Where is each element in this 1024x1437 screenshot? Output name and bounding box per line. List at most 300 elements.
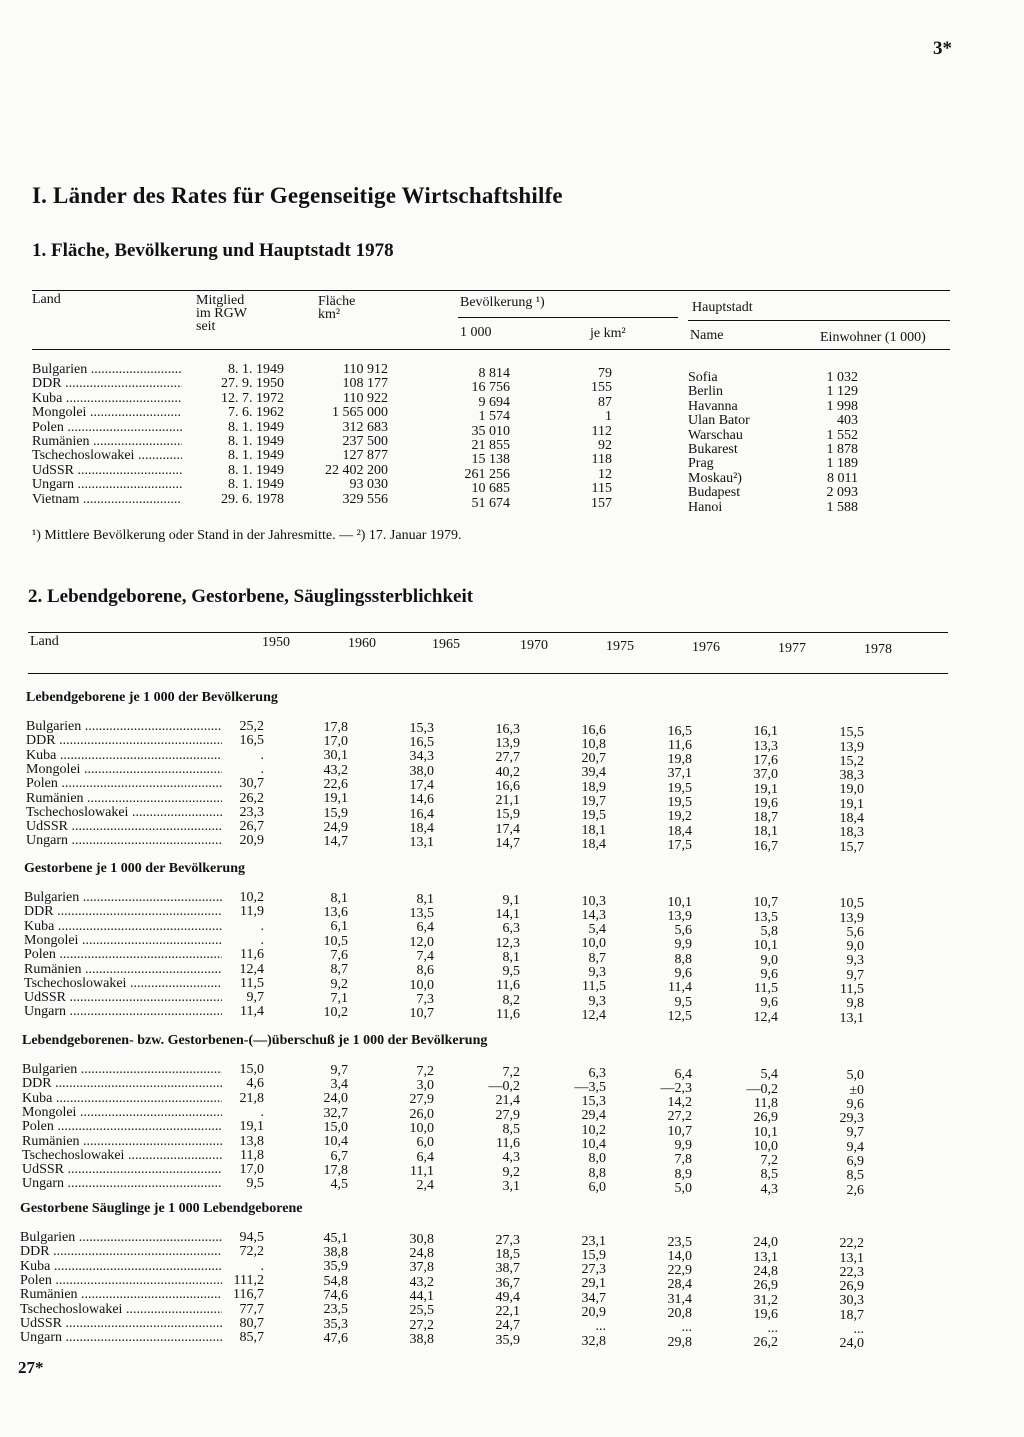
cell-land: DDR ..... bbox=[32, 377, 182, 391]
cell-value: 6,3 bbox=[502, 921, 520, 937]
cell-value: 22,1 bbox=[495, 1304, 520, 1320]
cell-einwohner: 2 093 bbox=[826, 485, 858, 501]
cell-land: UdSSR ..... bbox=[32, 464, 182, 478]
cell-value: 9,3 bbox=[846, 953, 864, 969]
cell-value: 13,3 bbox=[753, 738, 778, 754]
cell-value: 23,3 bbox=[239, 804, 264, 820]
cell-je-km2: 157 bbox=[591, 495, 612, 511]
cell-value: 10,8 bbox=[581, 736, 606, 752]
cell-einwohner: 1 552 bbox=[826, 427, 858, 443]
cell-value: 13,1 bbox=[409, 835, 434, 851]
cell-value: 16,7 bbox=[753, 838, 778, 854]
cell-value: 9,9 bbox=[674, 1138, 692, 1153]
cell-value: 11,8 bbox=[240, 1147, 264, 1163]
cell-value: 5,0 bbox=[674, 1180, 692, 1196]
cell-value: 6,0 bbox=[416, 1135, 434, 1151]
cell-land: Bulgarien ..... bbox=[20, 1231, 222, 1245]
cell-value: 23,5 bbox=[323, 1302, 348, 1318]
cell-je-km2: 79 bbox=[598, 366, 612, 381]
cell-einwohner: 1 032 bbox=[826, 370, 858, 385]
cell-value: 13,6 bbox=[323, 905, 348, 921]
cell-value: 20,7 bbox=[581, 751, 606, 767]
cell-value: 85,7 bbox=[239, 1330, 264, 1346]
cell-value: 5,8 bbox=[760, 923, 778, 939]
cell-value: 11,5 bbox=[840, 982, 864, 998]
cell-value: 49,4 bbox=[495, 1289, 520, 1305]
cell-value: 27,3 bbox=[581, 1262, 606, 1278]
cell-bevoelkerung: 15 138 bbox=[471, 452, 510, 468]
cell-je-km2: 1 bbox=[605, 409, 612, 425]
cell-value: 21,8 bbox=[239, 1090, 264, 1106]
cell-hauptstadt: Berlin bbox=[688, 384, 723, 400]
cell-value: 9,9 bbox=[674, 937, 692, 953]
cell-value: —0,2 bbox=[488, 1078, 520, 1094]
cell-value: 10,5 bbox=[323, 933, 348, 949]
cell-land: Tschechoslowakei ..... bbox=[32, 449, 182, 463]
cell-flaeche: 108 177 bbox=[342, 376, 388, 392]
cell-land: Mongolei ..... bbox=[24, 934, 222, 948]
cell-value: 13,5 bbox=[409, 906, 434, 922]
cell-value: 14,3 bbox=[581, 907, 606, 923]
cell-value: 16,6 bbox=[495, 778, 520, 794]
cell-value: 11,4 bbox=[240, 1004, 264, 1020]
cell-value: 38,8 bbox=[409, 1331, 434, 1347]
cell-value: 7,6 bbox=[330, 948, 348, 964]
cell-mitglied: 8. 1. 1949 bbox=[228, 434, 284, 449]
cell-value: 6,3 bbox=[588, 1065, 606, 1081]
cell-value: 4,6 bbox=[246, 1076, 264, 1092]
cell-value: 18,4 bbox=[409, 820, 434, 836]
cell-value: 6,4 bbox=[416, 920, 434, 936]
cell-value: 10,1 bbox=[753, 1124, 778, 1140]
cell-value: 5,6 bbox=[846, 924, 864, 940]
cell-land: Mongolei ..... bbox=[22, 1106, 222, 1120]
cell-value: 12,3 bbox=[495, 935, 520, 951]
year-header: 1965 bbox=[432, 637, 460, 652]
cell-land: Kuba ..... bbox=[24, 920, 222, 934]
cell-land: Ungarn ..... bbox=[22, 1177, 222, 1191]
cell-value: 7,2 bbox=[502, 1064, 520, 1080]
cell-mitglied: 12. 7. 1972 bbox=[221, 390, 284, 406]
cell-value: 19,5 bbox=[667, 795, 692, 810]
cell-value: 8,0 bbox=[588, 1151, 606, 1167]
cell-value: 116,7 bbox=[233, 1287, 264, 1303]
cell-value: 18,1 bbox=[753, 824, 778, 840]
table1-header-rule bbox=[32, 349, 950, 350]
cell-mitglied: 8. 1. 1949 bbox=[228, 419, 284, 435]
cell-value: 35,3 bbox=[323, 1316, 348, 1332]
cell-je-km2: 92 bbox=[598, 438, 612, 453]
cell-value: 15,9 bbox=[495, 807, 520, 823]
cell-value: 26,2 bbox=[239, 790, 264, 806]
cell-value: 4,3 bbox=[502, 1150, 520, 1166]
cell-value: 19,7 bbox=[581, 794, 606, 810]
cell-value: 19,1 bbox=[239, 1119, 264, 1135]
cell-value: 13,9 bbox=[839, 739, 864, 755]
cell-value: 10,7 bbox=[409, 1006, 434, 1022]
year-header: 1960 bbox=[348, 636, 376, 651]
cell-value: 26,9 bbox=[753, 1110, 778, 1126]
cell-value: 18,7 bbox=[753, 810, 778, 826]
cell-value: . bbox=[260, 918, 264, 934]
cell-value: 3,0 bbox=[416, 1078, 434, 1094]
cell-land: Bulgarien ..... bbox=[32, 363, 182, 377]
cell-value: 16,6 bbox=[581, 722, 606, 738]
cell-je-km2: 12 bbox=[598, 466, 612, 482]
cell-value: 8,9 bbox=[674, 1166, 692, 1182]
cell-value: 21,1 bbox=[495, 793, 520, 809]
cell-value: 9,2 bbox=[330, 976, 348, 992]
cell-mitglied: 27. 9. 1950 bbox=[221, 376, 284, 392]
cell-value: 17,8 bbox=[323, 1162, 348, 1178]
cell-value: 11,6 bbox=[496, 1007, 520, 1023]
cell-value: 10,7 bbox=[753, 895, 778, 911]
cell-land: Kuba ..... bbox=[26, 749, 222, 763]
cell-value: 11,5 bbox=[240, 975, 264, 991]
table2-section-title: Lebendgeborene je 1 000 der Bevölkerung bbox=[26, 690, 278, 705]
cell-value: 17,8 bbox=[323, 719, 348, 735]
cell-value: 7,1 bbox=[330, 990, 348, 1006]
page-mark: 3* bbox=[933, 38, 952, 59]
table1-header-einwohner: Einwohner (1 000) bbox=[820, 330, 926, 345]
cell-value: 40,2 bbox=[495, 764, 520, 780]
cell-value: 9,0 bbox=[760, 952, 778, 968]
cell-hauptstadt: Ulan Bator bbox=[688, 413, 750, 429]
cell-value: 8,7 bbox=[588, 950, 606, 966]
cell-value: 44,1 bbox=[409, 1288, 434, 1304]
cell-value: 5,6 bbox=[674, 923, 692, 939]
cell-value: 11,5 bbox=[582, 979, 606, 995]
cell-value: 18,4 bbox=[839, 811, 864, 827]
cell-value: 16,4 bbox=[409, 806, 434, 822]
cell-value: 13,9 bbox=[839, 910, 864, 926]
cell-value: 10,1 bbox=[667, 894, 692, 910]
cell-value: 4,3 bbox=[760, 1181, 778, 1197]
cell-value: 17,6 bbox=[753, 752, 778, 768]
cell-value: 9,5 bbox=[246, 1176, 264, 1192]
cell-value: 17,4 bbox=[409, 777, 434, 793]
cell-value: 16,1 bbox=[753, 724, 778, 740]
cell-value: 15,9 bbox=[323, 805, 348, 821]
cell-value: 14,0 bbox=[667, 1248, 692, 1264]
cell-value: 94,5 bbox=[239, 1230, 264, 1245]
cell-value: 8,1 bbox=[416, 891, 434, 907]
cell-value: 10,5 bbox=[839, 896, 864, 912]
table1-header-mitglied-2: im RGW bbox=[196, 306, 247, 321]
cell-value: 35,9 bbox=[323, 1259, 348, 1275]
cell-je-km2: 112 bbox=[591, 423, 612, 439]
cell-value: 19,6 bbox=[753, 795, 778, 811]
cell-value: 19,1 bbox=[323, 791, 348, 807]
cell-value: 19,5 bbox=[581, 808, 606, 824]
cell-einwohner: 1 878 bbox=[826, 442, 858, 457]
cell-value: 6,9 bbox=[846, 1154, 864, 1170]
cell-value: 18,5 bbox=[495, 1246, 520, 1262]
cell-land: Ungarn ..... bbox=[24, 1005, 222, 1019]
table2-section-title: Lebendgeborenen- bzw. Gestorbenen-(—)überschuß je 1 000 der Bevölkerung bbox=[22, 1033, 488, 1048]
cell-value: 7,4 bbox=[416, 948, 434, 964]
cell-hauptstadt: Warschau bbox=[688, 427, 743, 443]
table2-row bbox=[0, 1330, 1024, 1352]
cell-value: 16,5 bbox=[409, 735, 434, 751]
cell-land: UdSSR ..... bbox=[22, 1163, 222, 1177]
cell-value: 7,2 bbox=[416, 1063, 434, 1079]
table1-header-bev-1000: 1 000 bbox=[460, 325, 492, 340]
cell-value: 2,6 bbox=[846, 1182, 864, 1198]
cell-value: ... bbox=[681, 1320, 692, 1336]
cell-je-km2: 87 bbox=[598, 394, 612, 410]
cell-value: 24,7 bbox=[495, 1318, 520, 1334]
cell-land: Kuba ..... bbox=[22, 1092, 222, 1106]
table1-row bbox=[0, 491, 1024, 515]
cell-value: 14,2 bbox=[667, 1095, 692, 1111]
cell-value: 30,1 bbox=[323, 748, 348, 764]
cell-value: 111,2 bbox=[233, 1272, 264, 1288]
cell-value: 11,6 bbox=[496, 1136, 520, 1152]
cell-value: 37,0 bbox=[753, 767, 778, 783]
cell-value: 15,7 bbox=[839, 839, 864, 855]
cell-value: 38,0 bbox=[409, 763, 434, 779]
cell-value: 29,1 bbox=[581, 1276, 606, 1292]
cell-value: 13,9 bbox=[495, 735, 520, 751]
cell-je-km2: 115 bbox=[591, 481, 612, 497]
year-header: 1970 bbox=[520, 638, 548, 653]
cell-land: Polen ..... bbox=[32, 421, 182, 435]
cell-value: 9,7 bbox=[846, 967, 864, 983]
cell-value: 9,5 bbox=[674, 994, 692, 1010]
cell-value: 8,8 bbox=[588, 1165, 606, 1181]
cell-value: 10,2 bbox=[581, 1122, 606, 1138]
cell-value: 24,9 bbox=[323, 819, 348, 835]
table1-header-mitglied-1: Mitglied bbox=[196, 293, 245, 308]
cell-value: 11,4 bbox=[668, 980, 692, 996]
cell-value: 9,5 bbox=[502, 964, 520, 980]
cell-value: —0,2 bbox=[746, 1081, 778, 1097]
cell-value: 9,0 bbox=[846, 939, 864, 955]
cell-value: 20,9 bbox=[581, 1305, 606, 1321]
cell-value: 18,3 bbox=[839, 825, 864, 841]
cell-value: 27,9 bbox=[409, 1092, 434, 1108]
table1-header-flaeche-2: km² bbox=[318, 307, 341, 322]
cell-land: Tschechoslowakei ..... bbox=[20, 1303, 222, 1317]
cell-value: 14,1 bbox=[495, 906, 520, 922]
cell-value: 18,7 bbox=[839, 1307, 864, 1323]
cell-value: 43,2 bbox=[409, 1274, 434, 1290]
cell-value: 27,7 bbox=[495, 750, 520, 766]
cell-value: 10,0 bbox=[409, 1120, 434, 1136]
cell-mitglied: 29. 6. 1978 bbox=[221, 491, 284, 507]
cell-flaeche: 127 877 bbox=[342, 448, 388, 464]
cell-value: 74,6 bbox=[323, 1288, 348, 1304]
cell-value: 34,3 bbox=[409, 749, 434, 765]
cell-land: Ungarn ..... bbox=[26, 834, 222, 848]
table1-header-land: Land bbox=[32, 292, 61, 307]
cell-value: 8,6 bbox=[416, 963, 434, 979]
cell-mitglied: 8. 1. 1949 bbox=[228, 448, 284, 464]
year-header: 1977 bbox=[778, 641, 806, 656]
cell-value: 19,2 bbox=[667, 809, 692, 825]
cell-value: 10,2 bbox=[239, 890, 264, 905]
cell-value: 10,3 bbox=[581, 893, 606, 909]
cell-value: 54,8 bbox=[323, 1273, 348, 1289]
cell-value: 10,7 bbox=[667, 1123, 692, 1139]
cell-value: 19,0 bbox=[839, 782, 864, 798]
cell-land: Rumänien ..... bbox=[26, 792, 222, 806]
cell-value: 9,7 bbox=[246, 990, 264, 1006]
cell-land: Bulgarien ..... bbox=[22, 1063, 222, 1077]
cell-land: UdSSR ..... bbox=[26, 820, 222, 834]
cell-hauptstadt: Bukarest bbox=[688, 442, 738, 457]
cell-value: 9,3 bbox=[588, 965, 606, 981]
cell-land: DDR ..... bbox=[24, 905, 222, 919]
cell-value: 11,1 bbox=[410, 1163, 434, 1179]
chapter-title: I. Länder des Rates für Gegenseitige Wirtschaftshilfe bbox=[32, 183, 563, 208]
cell-value: 17,4 bbox=[495, 821, 520, 837]
cell-flaeche: 110 912 bbox=[343, 362, 388, 377]
cell-hauptstadt: Sofia bbox=[688, 370, 718, 385]
cell-bevoelkerung: 51 674 bbox=[471, 495, 510, 511]
cell-bevoelkerung: 10 685 bbox=[471, 481, 510, 497]
cell-value: 11,6 bbox=[668, 737, 692, 753]
cell-value: 37,8 bbox=[409, 1260, 434, 1276]
cell-land: Rumänien ..... bbox=[20, 1288, 222, 1302]
cell-value: 27,9 bbox=[495, 1107, 520, 1123]
cell-value: 9,6 bbox=[674, 966, 692, 981]
cell-value: 24,8 bbox=[753, 1263, 778, 1279]
cell-value: 9,4 bbox=[846, 1139, 864, 1155]
cell-value: 6,4 bbox=[674, 1066, 692, 1082]
cell-value: 29,3 bbox=[839, 1111, 864, 1127]
cell-value: 8,5 bbox=[502, 1121, 520, 1137]
cell-value: 26,9 bbox=[839, 1279, 864, 1295]
cell-value: 34,7 bbox=[581, 1290, 606, 1306]
cell-value: 10,1 bbox=[753, 938, 778, 954]
cell-bevoelkerung: 9 694 bbox=[478, 394, 510, 410]
cell-value: 10,0 bbox=[409, 977, 434, 993]
cell-value: 16,5 bbox=[239, 733, 264, 749]
cell-value: 20,9 bbox=[239, 833, 264, 849]
cell-value: 16,5 bbox=[667, 723, 692, 739]
cell-value: 18,4 bbox=[667, 823, 692, 839]
cell-value: 9,6 bbox=[846, 1096, 864, 1112]
cell-value: 13,9 bbox=[667, 908, 692, 924]
cell-value: 17,5 bbox=[667, 837, 692, 853]
cell-value: 10,4 bbox=[323, 1134, 348, 1150]
cell-value: 19,1 bbox=[753, 781, 778, 797]
cell-hauptstadt: Havanna bbox=[688, 398, 738, 414]
cell-value: 29,8 bbox=[667, 1334, 692, 1350]
cell-land: Mongolei ..... bbox=[26, 763, 222, 777]
cell-value: 9,6 bbox=[760, 995, 778, 1011]
cell-value: 19,1 bbox=[839, 796, 864, 812]
cell-hauptstadt: Hanoi bbox=[688, 499, 723, 515]
cell-value: 10,4 bbox=[581, 1137, 606, 1153]
cell-land: Ungarn ..... bbox=[32, 478, 182, 492]
cell-land: Ungarn ..... bbox=[20, 1331, 222, 1345]
cell-land: Polen ..... bbox=[26, 777, 222, 791]
cell-einwohner: 1 189 bbox=[826, 456, 858, 472]
cell-value: 5,4 bbox=[760, 1067, 778, 1083]
cell-value: 8,1 bbox=[330, 890, 348, 906]
cell-value: 7,3 bbox=[416, 991, 434, 1007]
cell-flaeche: 329 556 bbox=[342, 491, 388, 507]
cell-value: . bbox=[260, 1104, 264, 1120]
table1-footnote: ¹) Mittlere Bevölkerung oder Stand in der Jahresmitte. — ²) 17. Januar 1979. bbox=[32, 528, 462, 543]
cell-value: 24,0 bbox=[839, 1336, 864, 1352]
cell-je-km2: 155 bbox=[591, 380, 612, 396]
cell-value: 43,2 bbox=[323, 762, 348, 778]
cell-value: 15,9 bbox=[581, 1247, 606, 1263]
cell-value: 27,2 bbox=[409, 1317, 434, 1333]
year-header: 1976 bbox=[692, 640, 720, 655]
cell-bevoelkerung: 8 814 bbox=[478, 366, 510, 381]
table2-header-rule bbox=[28, 673, 948, 674]
cell-land: Rumänien ..... bbox=[24, 963, 222, 977]
cell-value: 45,1 bbox=[323, 1230, 348, 1246]
cell-value: 8,8 bbox=[674, 951, 692, 967]
cell-value: 3,1 bbox=[502, 1179, 520, 1195]
cell-value: 35,9 bbox=[495, 1332, 520, 1348]
year-header: 1978 bbox=[864, 642, 892, 657]
cell-land: DDR ..... bbox=[26, 734, 222, 748]
cell-value: 23,5 bbox=[667, 1234, 692, 1250]
cell-value: ... bbox=[853, 1322, 864, 1338]
cell-land: Tschechoslowakei ..... bbox=[22, 1149, 222, 1163]
table1-header-bev-jekm: je km² bbox=[590, 326, 626, 341]
cell-einwohner: 403 bbox=[837, 413, 858, 429]
cell-value: 13,1 bbox=[839, 1010, 864, 1026]
page-number: 27* bbox=[18, 1358, 44, 1377]
cell-value: 36,7 bbox=[495, 1275, 520, 1291]
year-header: 1975 bbox=[606, 639, 634, 654]
cell-value: 15,3 bbox=[409, 720, 434, 736]
cell-land: DDR ..... bbox=[20, 1245, 222, 1259]
cell-value: 24,8 bbox=[409, 1246, 434, 1262]
cell-value: 39,4 bbox=[581, 765, 606, 781]
cell-value: 26,2 bbox=[753, 1335, 778, 1351]
cell-value: 19,8 bbox=[667, 752, 692, 768]
table1-top-rule bbox=[32, 290, 950, 291]
cell-value: 19,6 bbox=[753, 1306, 778, 1322]
cell-land: Rumänien ..... bbox=[22, 1135, 222, 1149]
cell-value: 11,5 bbox=[754, 981, 778, 997]
cell-value: 3,4 bbox=[330, 1077, 348, 1093]
cell-value: —2,3 bbox=[660, 1080, 692, 1096]
table2-row bbox=[0, 1090, 1024, 1112]
cell-value: ... bbox=[595, 1319, 606, 1335]
cell-value: 11,8 bbox=[754, 1095, 778, 1111]
cell-value: 27,2 bbox=[667, 1109, 692, 1125]
cell-value: 8,5 bbox=[846, 1168, 864, 1184]
table2-section-title: Gestorbene Säuglinge je 1 000 Lebendgeborene bbox=[20, 1201, 303, 1216]
cell-value: 8,7 bbox=[330, 962, 348, 978]
cell-value: 25,5 bbox=[409, 1303, 434, 1319]
cell-value: 6,4 bbox=[416, 1149, 434, 1165]
cell-value: 15,5 bbox=[839, 725, 864, 741]
cell-value: 9,7 bbox=[846, 1125, 864, 1141]
cell-land: Bulgarien ..... bbox=[26, 720, 222, 734]
cell-value: —3,5 bbox=[574, 1079, 606, 1095]
cell-einwohner: 8 011 bbox=[827, 470, 858, 486]
cell-flaeche: 110 922 bbox=[343, 390, 388, 406]
cell-land: Tschechoslowakei ..... bbox=[24, 977, 222, 991]
cell-value: 9,3 bbox=[588, 993, 606, 1009]
cell-value: 23,1 bbox=[581, 1233, 606, 1249]
cell-hauptstadt: Moskau²) bbox=[688, 470, 742, 486]
cell-value: 9,8 bbox=[846, 996, 864, 1012]
cell-value: 9,2 bbox=[502, 1164, 520, 1180]
cell-value: 80,7 bbox=[239, 1315, 264, 1331]
